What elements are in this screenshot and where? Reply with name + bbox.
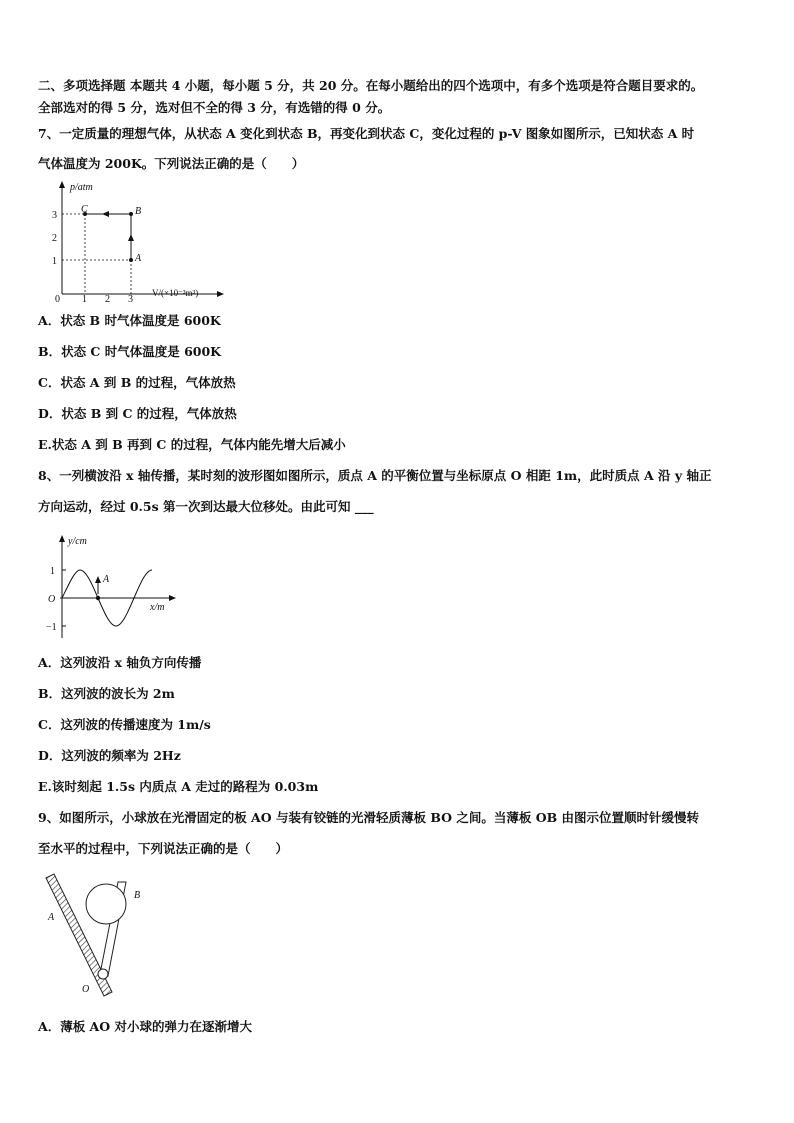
q7-xtick-1: 1 <box>82 294 87 304</box>
q8-x-label: x/m <box>150 602 165 613</box>
q9-ball <box>86 884 126 924</box>
q8-wave-diagram <box>40 530 190 642</box>
q7-pv-diagram <box>40 176 240 304</box>
q7-x-label: V/(×10⁻³m³) <box>152 288 199 298</box>
q7-label-a: A <box>135 253 142 264</box>
q7-arrow-up-icon <box>128 234 134 241</box>
q8-point-a <box>96 596 100 600</box>
q7-stem-line1: 7、一定质量的理想气体，从状态 A 变化到状态 B，再变化到状态 C，变化过程的 p-V 图象如图所示，已知状态 A 时 <box>38 126 695 141</box>
q7-xtick-3: 3 <box>128 294 133 304</box>
q7-option-c[interactable]: C．状态 A 到 B 的过程，气体放热 <box>38 375 236 390</box>
q7-option-d[interactable]: D．状态 B 到 C 的过程，气体放热 <box>38 406 237 421</box>
q7-stem-line2: 气体温度为 200K。下列说法正确的是（ ） <box>38 156 305 171</box>
q9-label-b: B <box>134 890 141 901</box>
q8-option-d[interactable]: D．这列波的频率为 2Hz <box>38 748 181 763</box>
section-heading-line2: 全部选对的得 5 分，选对但不全的得 3 分，有选错的得 0 分。 <box>38 100 391 115</box>
q8-ytick-1: 1 <box>50 566 55 577</box>
q8-option-a[interactable]: A．这列波沿 x 轴负方向传播 <box>38 655 202 670</box>
q9-stem-line2: 至水平的过程中，下列说法正确的是（ ） <box>38 841 289 856</box>
q7-arrow-left-icon <box>102 211 109 217</box>
q9-label-o: O <box>82 984 90 995</box>
q8-velocity-arrow-icon <box>95 576 101 583</box>
q7-ytick-2: 2 <box>52 233 57 244</box>
q9-stem-line1: 9、如图所示，小球放在光滑固定的板 AO 与装有铰链的光滑轻质薄板 BO 之间。当薄板 OB 由图示位置顺时针缓慢转 <box>38 810 700 825</box>
q8-option-c[interactable]: C．这列波的传播速度为 1m/s <box>38 717 211 732</box>
q9-hinge <box>98 969 108 979</box>
q7-ytick-3: 3 <box>52 210 57 221</box>
q8-origin-label: O <box>48 594 56 605</box>
q8-label-a: A <box>103 574 110 585</box>
q7-label-b: B <box>135 206 142 217</box>
q8-stem-line2: 方向运动，经过 0.5s 第一次到达最大位移处。由此可知 ___ <box>38 499 374 514</box>
q7-xtick-0: 0 <box>55 294 60 304</box>
q7-ytick-1: 1 <box>52 256 57 267</box>
q7-label-c: C <box>81 204 88 215</box>
q7-option-a[interactable]: A．状态 B 时气体温度是 600K <box>38 313 221 328</box>
q8-y-axis-arrow-icon <box>59 535 65 542</box>
q8-option-b[interactable]: B．这列波的波长为 2m <box>38 686 175 701</box>
q7-option-b[interactable]: B．状态 C 时气体温度是 600K <box>38 344 222 359</box>
q9-plate-diagram <box>40 868 170 1000</box>
q7-point-a <box>129 258 133 262</box>
q8-ytick-neg1: −1 <box>46 622 57 633</box>
q8-y-label: y/cm <box>68 536 87 547</box>
q7-y-label: p/atm <box>70 182 93 193</box>
q7-xtick-2: 2 <box>105 294 110 304</box>
q9-option-a[interactable]: A．薄板 AO 对小球的弹力在逐渐增大 <box>38 1019 252 1034</box>
section-heading-line1: 二、多项选择题 本题共 4 小题，每小题 5 分，共 20 分。在每小题给出的四个选项中，有多个选项是符合题目要求的。 <box>38 78 704 93</box>
q7-point-b <box>129 212 133 216</box>
q7-x-axis-arrow-icon <box>217 291 224 297</box>
q9-label-a: A <box>48 912 55 923</box>
q8-stem-line1: 8、一列横波沿 x 轴传播，某时刻的波形图如图所示，质点 A 的平衡位置与坐标原点 O 相距 1m，此时质点 A 沿 y 轴正 <box>38 468 712 483</box>
q7-option-e[interactable]: E.状态 A 到 B 再到 C 的过程，气体内能先增大后减小 <box>38 437 346 452</box>
q8-x-axis-arrow-icon <box>169 595 176 601</box>
q7-y-axis-arrow-icon <box>59 181 65 188</box>
q8-option-e[interactable]: E.该时刻起 1.5s 内质点 A 走过的路程为 0.03m <box>38 779 319 794</box>
